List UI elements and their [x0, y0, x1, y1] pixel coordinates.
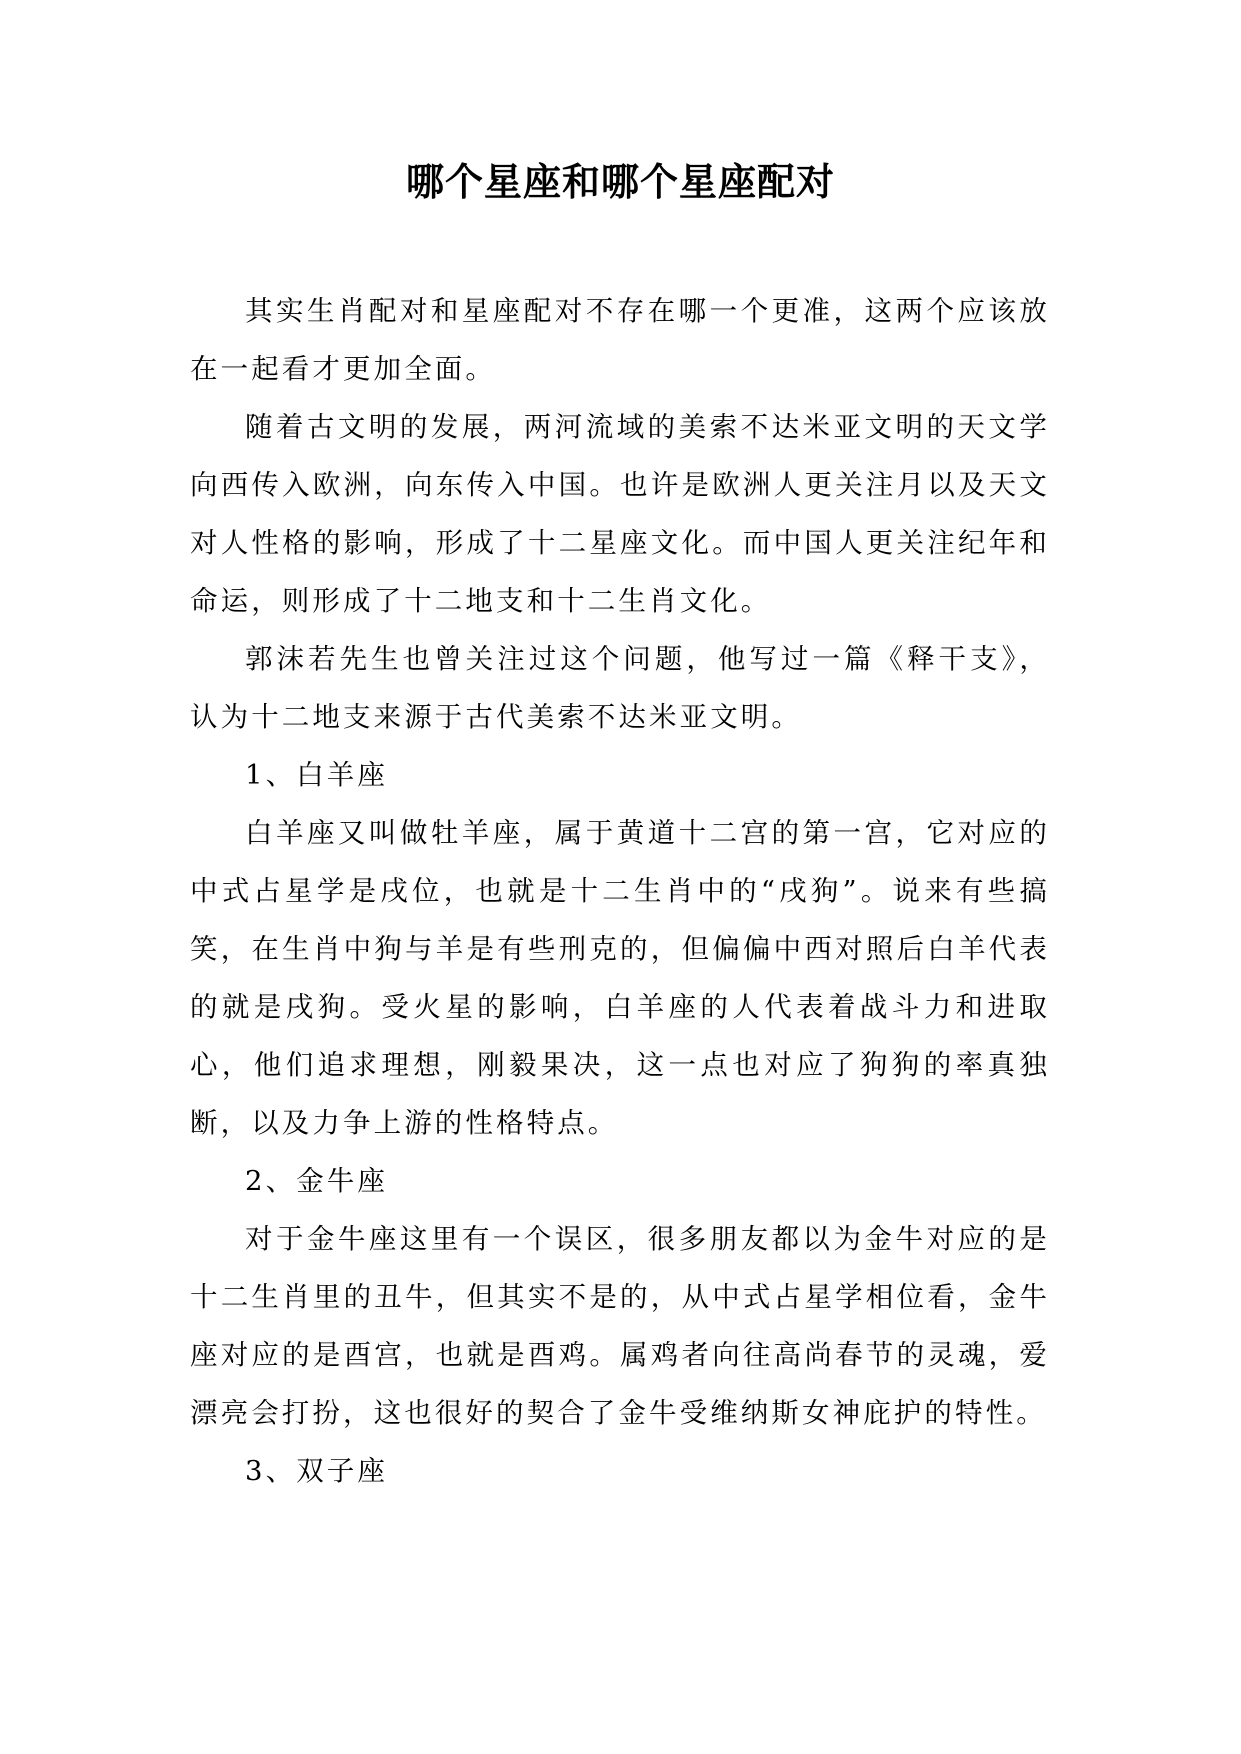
paragraph-intro: 其实生肖配对和星座配对不存在哪一个更准，这两个应该放在一起看才更加全面。 [190, 295, 1050, 385]
paragraph-aries: 白羊座又叫做牡羊座，属于黄道十二宫的第一宫，它对应的中式占星学是戌位，也就是十二生肖中的“戌狗”。说来有些搞笑，在生肖中狗与羊是有些刑克的，但偏偏中西对照后白羊代表的就是戌狗。受火星的影响，白羊座的人代表着战斗力和进取心，他们追求理想，刚毅果决，这一点也对应了狗狗的率真独断，以及力争上游的性格特点。 [190, 817, 1050, 1139]
paragraph-taurus: 对于金牛座这里有一个误区，很多朋友都以为金牛对应的是十二生肖里的丑牛，但其实不是的，从中式占星学相位看，金牛座对应的是酉宫，也就是酉鸡。属鸡者向往高尚春节的灵魂，爱漂亮会打扮，这也很好的契合了金牛受维纳斯女神庇护的特性。 [190, 1223, 1050, 1429]
paragraph-history: 随着古文明的发展，两河流域的美索不达米亚文明的天文学向西传入欧洲，向东传入中国。也许是欧洲人更关注月以及天文对人性格的影响，形成了十二星座文化。而中国人更关注纪年和命运，则形成了十二地支和十二生肖文化。 [190, 411, 1050, 617]
section-heading-gemini: 3、双子座 [245, 1455, 388, 1487]
document-body [190, 282, 1050, 1500]
section-heading-taurus: 2、金牛座 [245, 1165, 388, 1197]
paragraph-guo-moruo: 郭沫若先生也曾关注过这个问题，他写过一篇《释干支》，认为十二地支来源于古代美索不达米亚文明。 [190, 643, 1050, 733]
section-heading-aries: 1、白羊座 [245, 759, 388, 791]
document-title: 哪个星座和哪个星座配对 [405, 159, 835, 204]
